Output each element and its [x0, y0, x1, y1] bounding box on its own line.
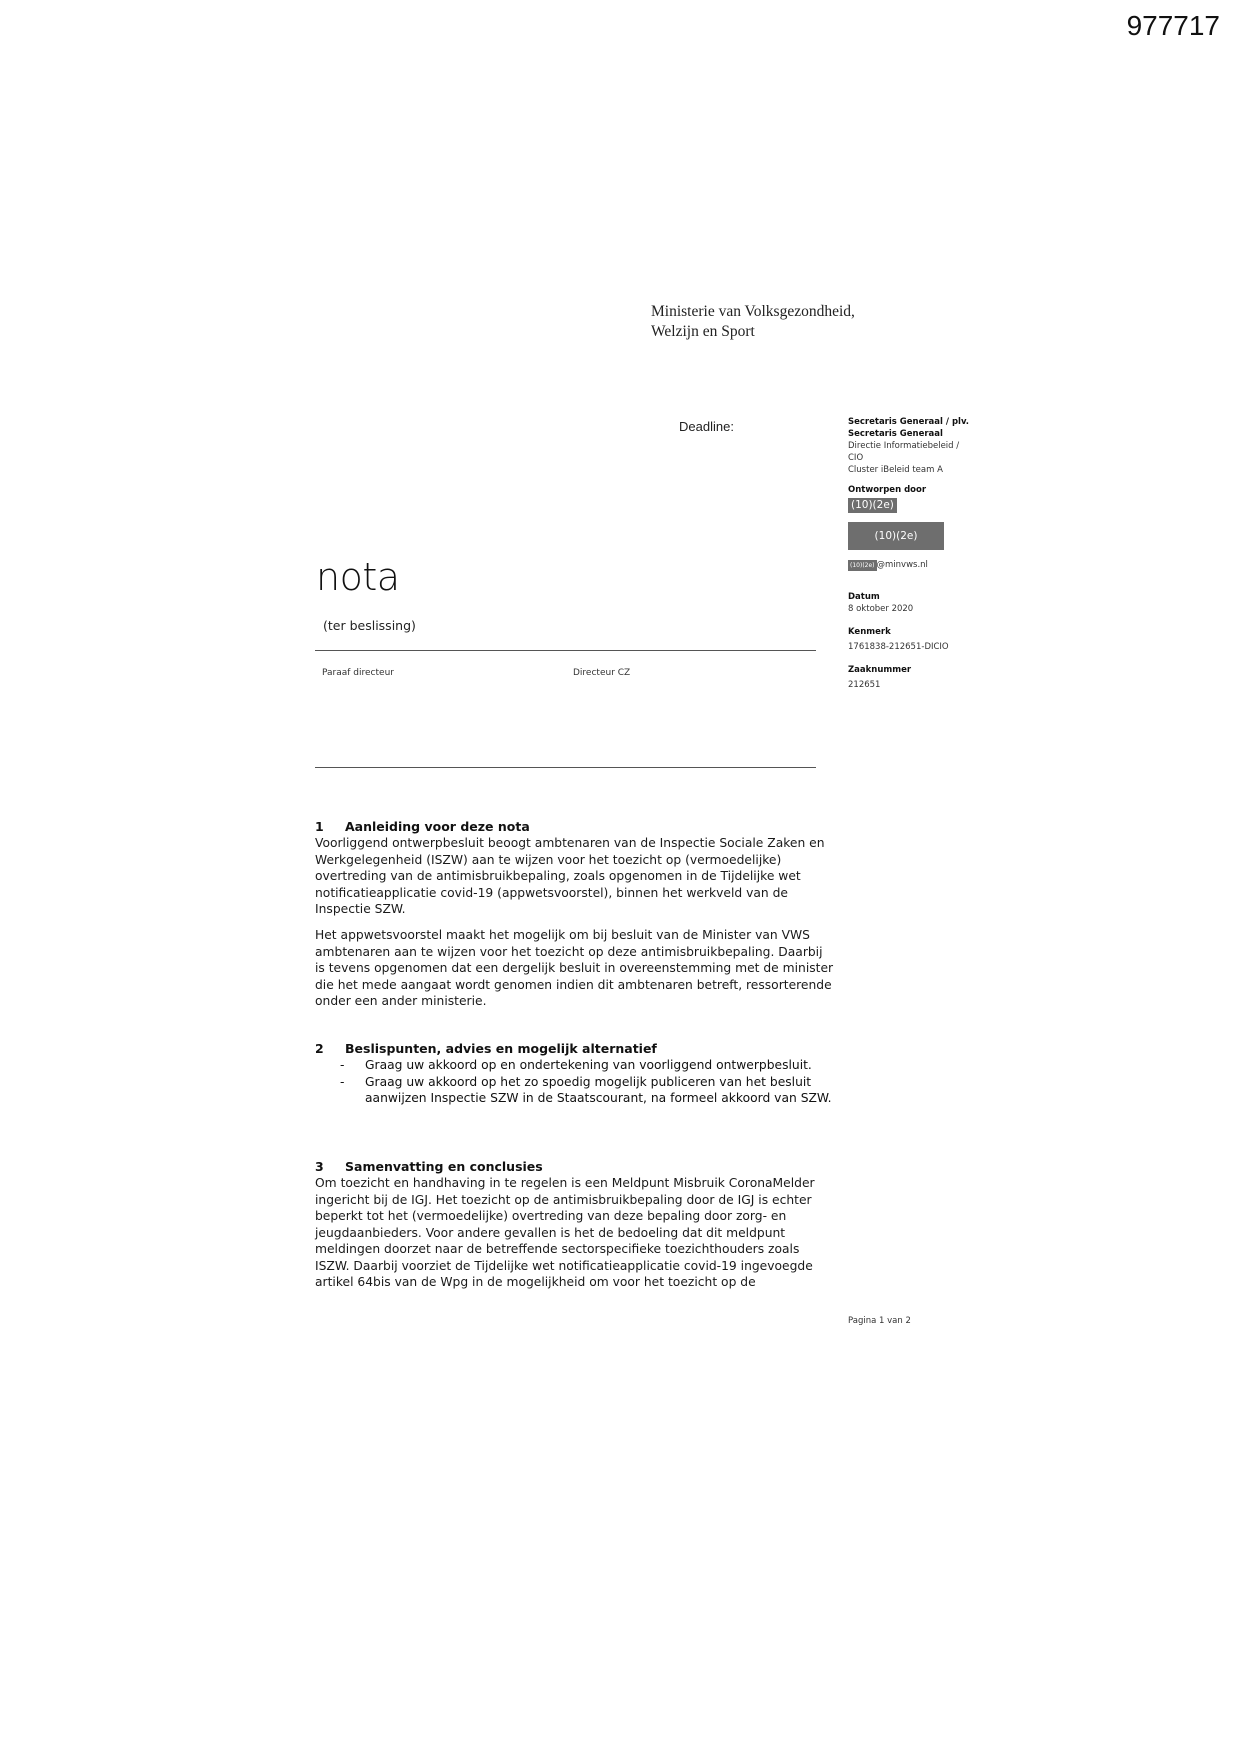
paraaf-label: Paraaf directeur — [322, 668, 394, 678]
directeur-label: Directeur CZ — [573, 668, 631, 678]
dept-line-1: Directie Informatiebeleid / — [848, 441, 960, 451]
section-1-paragraph-1: Voorliggend ontwerpbesluit beoogt ambtenaren van de Inspectie Sociale Zaken en Werkgelegenheid (ISZW) aan te wijzen voor het toezicht op (vermoedelijke) overtreding van de antimisbruikbepaling, zoals opgenomen in de Tijdelijke wet notificatieapplicatie covid-19 (appwetsvoorstel), binnen het werkveld van de Inspectie SZW. — [315, 836, 825, 916]
ministry-line-1: Ministerie van Volksgezondheid, — [651, 303, 855, 320]
kenmerk-value: 1761838-212651-DICIO — [848, 642, 949, 652]
redaction-box-small: (10)(2e) — [850, 561, 875, 569]
section-number: 3 — [315, 1159, 324, 1174]
dept-line-3: Cluster iBeleid team A — [848, 465, 943, 475]
section-number: 2 — [315, 1041, 324, 1056]
section-number: 1 — [315, 819, 324, 834]
list-item-text: Graag uw akkoord op en ondertekening van voorliggend ontwerpbesluit. — [365, 1058, 812, 1072]
email-row — [848, 559, 1008, 571]
section-3-heading — [315, 1159, 543, 1174]
from-line-2: Secretaris Generaal — [848, 429, 943, 439]
zaaknummer-label: Zaaknummer — [848, 665, 912, 675]
list-item-text: Graag uw akkoord op het zo spoedig mogelijk publiceren van het besluit aanwijzen Inspectie SZW in de Staatscourant, na formeel akkoord van SZW. — [365, 1074, 832, 1105]
ministry-line-2: Welzijn en Sport — [651, 323, 755, 340]
list-item — [315, 1074, 835, 1107]
document-title: nota — [316, 555, 400, 599]
section-1-paragraph-2: Het appwetsvoorstel maakt het mogelijk om bij besluit van de Minister van VWS ambtenaren aan te wijzen voor het toezicht op deze antimisbruikbepaling. Daarbij is tevens opgenomen dat een dergelijk besluit in overeenstemming met de minister die het mede aangaat wordt genomen indien dit ambtenaren betreft, ressorterende onder een ander ministerie. — [315, 928, 834, 1008]
section-title: Samenvatting en conclusies — [345, 1159, 543, 1174]
page-number: Pagina 1 van 2 — [848, 1316, 911, 1326]
date-value: 8 oktober 2020 — [848, 604, 914, 614]
section-3-paragraph-1: Om toezicht en handhaving in te regelen is een Meldpunt Misbruik CoronaMelder ingericht bij de IGJ. Het toezicht op de antimisbruikbepaling door de IGJ is echter beperkt tot het (vermoedelijke) overtreding van deze bepaling door zorg- en jeugdaanbieders. Voor andere gevallen is het de bedoeling dat dit meldpunt meldingen doorzet naar de betreffende sectorspecifieke toezichthouders zoals ISZW. Daarbij voorziet de Tijdelijke wet notificatieapplicatie covid-19 ingevoegde artikel 64bis van de Wpg in de mogelijkheid om voor het toezicht op de — [315, 1176, 815, 1289]
decision-list — [315, 1057, 835, 1107]
designed-by-label: Ontworpen door — [848, 485, 927, 495]
redaction-box-large: (10)(2e) — [848, 522, 944, 550]
email-domain: @minvws.nl — [876, 560, 928, 570]
section-1-heading — [315, 819, 530, 834]
document-number: 977717 — [1126, 10, 1220, 41]
kenmerk-label: Kenmerk — [848, 627, 891, 637]
from-line-1: Secretaris Generaal / plv. — [848, 417, 970, 427]
section-title: Aanleiding voor deze nota — [345, 819, 530, 834]
section-2-heading — [315, 1041, 657, 1056]
deadline-label: Deadline: — [679, 419, 734, 434]
dept-line-2: CIO — [848, 453, 864, 463]
divider-bottom — [315, 767, 816, 768]
redaction-box: (10)(2e) — [848, 498, 897, 513]
dash-bullet: - — [340, 1074, 345, 1089]
list-item — [315, 1057, 835, 1074]
section-title: Beslispunten, advies en mogelijk alternatief — [345, 1041, 657, 1056]
date-label: Datum — [848, 592, 880, 602]
document-subtitle: (ter beslissing) — [323, 618, 416, 633]
divider-top — [315, 650, 816, 651]
zaaknummer-value: 212651 — [848, 680, 881, 690]
ministry-logo-text — [651, 302, 855, 342]
dash-bullet: - — [340, 1058, 345, 1072]
side-column — [848, 416, 1008, 691]
